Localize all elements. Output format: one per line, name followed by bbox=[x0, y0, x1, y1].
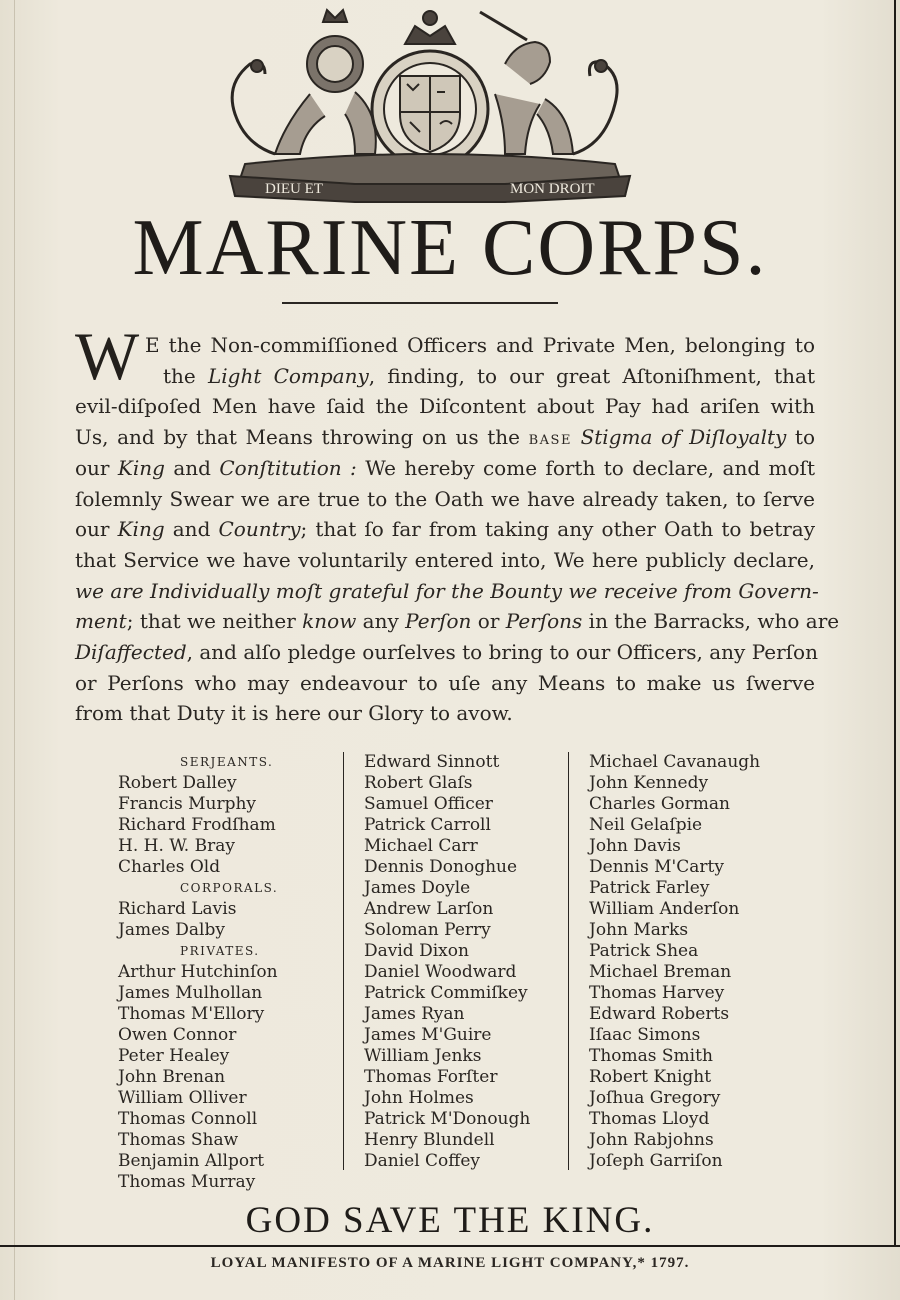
signatory-name: Daniel Coffey bbox=[364, 1151, 481, 1171]
signatory-name: Thomas Harvey bbox=[589, 983, 725, 1003]
signatory-name: John Davis bbox=[589, 836, 681, 856]
italic-run: Conſtitution : bbox=[219, 455, 357, 480]
italic-run: King bbox=[117, 455, 165, 480]
text-run: from that Duty it is here our Glory to avow. bbox=[75, 701, 513, 726]
signatory-roster bbox=[0, 752, 900, 1192]
signatory-name: Patrick Commiſkey bbox=[364, 983, 528, 1003]
signatory-name: Arthur Hutchinſon bbox=[118, 962, 278, 982]
signatory-name: Thomas Forſter bbox=[364, 1067, 498, 1087]
signatory-name: James M'Guire bbox=[364, 1025, 492, 1045]
signatory-name: Owen Connor bbox=[118, 1025, 237, 1045]
signatory-name: Robert Knight bbox=[589, 1067, 712, 1087]
signatory-name: Thomas Connoll bbox=[118, 1109, 258, 1129]
column-divider bbox=[343, 752, 344, 1170]
signatory-name: Samuel Officer bbox=[364, 794, 493, 814]
text-run: E the Non-commiſſioned Officers and Private Men, belonging to bbox=[145, 333, 815, 357]
page-title: MARINE CORPS. bbox=[132, 204, 768, 292]
signatory-name: Patrick Shea bbox=[589, 941, 699, 961]
text-run bbox=[572, 425, 581, 449]
column-divider bbox=[568, 752, 569, 1170]
manifesto-line bbox=[75, 545, 815, 575]
royal-coat-of-arms bbox=[205, 4, 655, 204]
motto-right: MON DROIT bbox=[510, 181, 595, 197]
signatory-name: James Dalby bbox=[118, 920, 225, 940]
page-caption: LOYAL MANIFESTO OF A MARINE LIGHT COMPANY,* 1797. bbox=[210, 1255, 690, 1271]
signatory-name: David Dixon bbox=[364, 941, 469, 961]
small-caps-run: BASE bbox=[528, 433, 572, 449]
italic-run: ment bbox=[75, 609, 127, 634]
italic-run: Light Company bbox=[207, 363, 369, 388]
signatory-name: Peter Healey bbox=[118, 1046, 230, 1066]
signatory-name: Richard Frodſham bbox=[118, 815, 276, 835]
title-rule bbox=[282, 302, 558, 304]
signatory-name: John Marks bbox=[589, 920, 689, 940]
signatory-name: Thomas Murray bbox=[118, 1172, 256, 1192]
manifesto-line bbox=[75, 606, 840, 636]
manifesto-line bbox=[145, 330, 815, 360]
signatory-name: Thomas Shaw bbox=[118, 1130, 239, 1150]
signatory-name: John Kennedy bbox=[589, 773, 709, 793]
manifesto-line bbox=[75, 453, 815, 483]
italic-run: know bbox=[302, 609, 357, 634]
rank-heading: CORPORALS. bbox=[180, 881, 279, 895]
manifesto-line bbox=[75, 637, 818, 667]
signatory-name: James Mulhollan bbox=[118, 983, 263, 1003]
signatory-name: Joſhua Gregory bbox=[589, 1088, 721, 1108]
signatory-name: William Jenks bbox=[364, 1046, 482, 1066]
lion-supporter bbox=[232, 10, 376, 154]
italic-run: we are Individually moſt grateful for the Bounty we receive from Govern- bbox=[75, 578, 819, 603]
signatory-name: Iſaac Simons bbox=[589, 1025, 701, 1045]
text-run: or Perſons who may endeavour to uſe any Means to make us ſwerve bbox=[75, 670, 815, 695]
manifesto-line bbox=[75, 484, 815, 514]
signatory-name: Patrick Farley bbox=[589, 878, 710, 898]
signatory-name: John Holmes bbox=[364, 1088, 474, 1108]
roster-column-3 bbox=[589, 752, 809, 1172]
bottom-rule bbox=[0, 1245, 900, 1247]
text-run: ; that ſo far from taking any other Oath to betray bbox=[300, 517, 816, 542]
signatory-name: Thomas Lloyd bbox=[589, 1109, 710, 1129]
drop-cap: W bbox=[75, 318, 140, 394]
signatory-name: James Doyle bbox=[364, 878, 471, 898]
text-run: evil-diſpoſed Men have ſaid the Diſcontent about Pay had ariſen with bbox=[75, 394, 815, 419]
signatory-name: Edward Sinnott bbox=[364, 752, 500, 772]
text-run: in the Barracks, who are bbox=[582, 609, 840, 634]
text-run: , and alſo pledge ourſelves to bring to our Officers, any Perſon bbox=[186, 640, 818, 664]
text-run: Us, and by that Means throwing on us the bbox=[75, 425, 529, 450]
roster-column-1 bbox=[118, 752, 343, 1193]
signatory-name: Dennis M'Carty bbox=[589, 857, 724, 877]
manifesto-line bbox=[75, 698, 815, 728]
text-run: that Service we have voluntarily entered into, We here publicly declare, bbox=[75, 547, 815, 572]
italic-run: King bbox=[117, 517, 165, 542]
rank-heading: SERJEANTS. bbox=[180, 755, 274, 769]
signatory-name: H. H. W. Bray bbox=[118, 836, 235, 856]
signatory-name: Soloman Perry bbox=[364, 920, 491, 940]
text-run: ; that we neither bbox=[126, 609, 303, 634]
signatory-name: William Olliver bbox=[118, 1088, 247, 1108]
motto-left: DIEU ET bbox=[265, 181, 323, 197]
signatory-name: Michael Carr bbox=[364, 836, 478, 856]
text-run: our bbox=[75, 455, 118, 480]
signatory-name: Michael Breman bbox=[589, 962, 732, 982]
manifesto-line bbox=[75, 422, 815, 452]
text-run: or bbox=[471, 609, 506, 634]
signatory-name: John Brenan bbox=[118, 1067, 226, 1087]
signatory-name: William Anderſon bbox=[589, 899, 740, 919]
roster-column-2 bbox=[364, 752, 569, 1172]
text-run: to bbox=[786, 425, 816, 450]
text-run: any bbox=[356, 609, 406, 634]
signatory-name: Thomas M'Ellory bbox=[118, 1004, 265, 1024]
signatory-name: Michael Cavanaugh bbox=[589, 752, 761, 772]
signatory-name: Joſeph Garriſon bbox=[589, 1151, 723, 1171]
italic-run: Country bbox=[218, 517, 301, 542]
signatory-name: Charles Old bbox=[118, 857, 221, 877]
unicorn-supporter bbox=[480, 12, 617, 154]
signatory-name: Neil Gelaſpie bbox=[589, 815, 703, 835]
text-run: our bbox=[75, 517, 118, 542]
italic-run: Diſaffected bbox=[75, 640, 187, 664]
text-run: , finding, to our great Aſtoniſhment, that bbox=[368, 363, 815, 388]
text-run: ſolemnly Swear we are true to the Oath we have already taken, to ſerve bbox=[75, 486, 815, 511]
closing-line: GOD SAVE THE KING. bbox=[245, 1200, 655, 1241]
signatory-name: Charles Gorman bbox=[589, 794, 730, 814]
manifesto-line bbox=[75, 668, 815, 698]
signatory-name: Andrew Larſon bbox=[364, 899, 494, 919]
signatory-name: Richard Lavis bbox=[118, 899, 237, 919]
manifesto-line bbox=[75, 514, 815, 544]
text-run: and bbox=[164, 455, 220, 480]
signatory-name: Dennis Donoghue bbox=[364, 857, 518, 877]
signatory-name: Benjamin Allport bbox=[118, 1151, 265, 1171]
signatory-name: Francis Murphy bbox=[118, 794, 257, 814]
signatory-name: Henry Blundell bbox=[364, 1130, 495, 1150]
shield-garter bbox=[372, 11, 488, 167]
text-run: the bbox=[163, 363, 208, 388]
rank-heading: PRIVATES. bbox=[180, 944, 260, 958]
manifesto-line bbox=[163, 361, 815, 391]
italic-run: Stigma of Diſloyalty bbox=[580, 425, 787, 450]
signatory-name: John Rabjohns bbox=[589, 1130, 714, 1150]
signatory-name: Edward Roberts bbox=[589, 1004, 730, 1024]
signatory-name: Patrick Carroll bbox=[364, 815, 491, 835]
italic-run: Perſons bbox=[505, 609, 583, 634]
text-run: We hereby come forth to declare, and moſt bbox=[356, 455, 815, 480]
text-run: and bbox=[164, 517, 219, 542]
manifesto-line bbox=[75, 391, 815, 421]
manifesto-line bbox=[75, 576, 819, 606]
signatory-name: Robert Glaſs bbox=[364, 773, 473, 793]
signatory-name: Thomas Smith bbox=[589, 1046, 713, 1066]
signatory-name: James Ryan bbox=[364, 1004, 465, 1024]
signatory-name: Patrick M'Donough bbox=[364, 1109, 531, 1129]
signatory-name: Daniel Woodward bbox=[364, 962, 517, 982]
signatory-name: Robert Dalley bbox=[118, 773, 237, 793]
italic-run: Perſon bbox=[405, 609, 472, 634]
